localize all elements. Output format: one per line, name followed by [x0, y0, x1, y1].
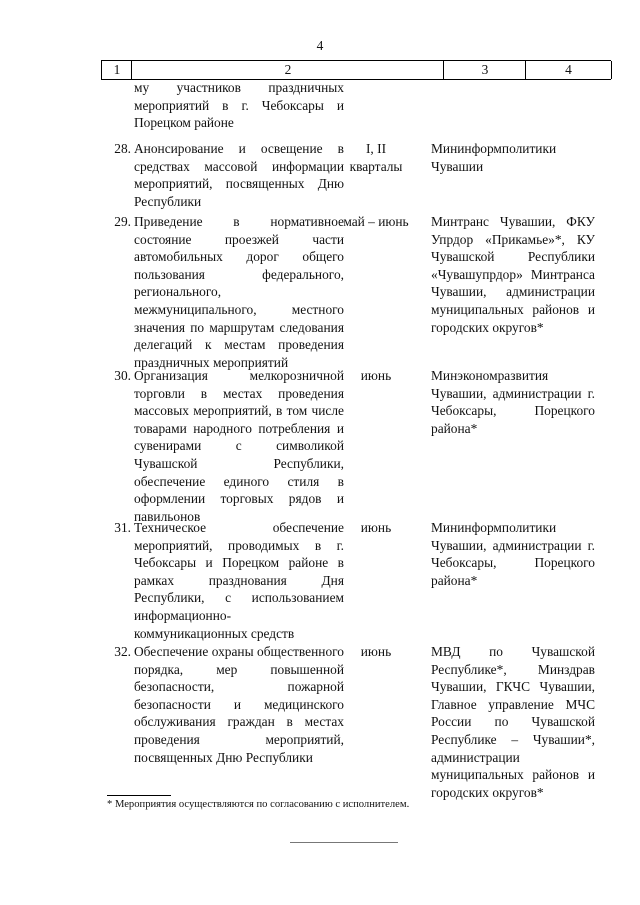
row-executor: МВД по Чувашской Республике*, Минздрав Чувашии, ГКЧС Чувашии, Главное управление МЧС России по Чувашской Республике – Чувашии*, администрации муниципальных районов и городских округов*	[431, 644, 595, 800]
header-col-1: 1	[101, 61, 132, 79]
row-executor: Мининформполитики Чувашии, администрации г. Чебоксары, Порецкого района*	[431, 520, 595, 588]
row-name: Техническое обеспечение мероприятий, проводимых в г. Чебоксары и Порецком районе в рамках празднования Дня Республики, с использованием информационно-коммуникационных средств	[134, 520, 344, 641]
header-col-3: 3	[443, 61, 526, 79]
row-term: июнь	[360, 520, 392, 535]
row-name: Организация мелкорозничной торговли в местах проведения массовых мероприятий, в том числе товарами народного потребления и сувенирами с символикой Чувашской Республики, обеспечение единого стиля в оформлении торговых рядов и павильонов	[134, 368, 344, 524]
row-number: 30.	[114, 368, 131, 383]
row-number: 31.	[114, 520, 131, 535]
row-term: I, II кварталы	[349, 141, 403, 174]
row-term: июнь	[360, 644, 392, 659]
row-name: му участников праздничных мероприятий в г. Чебоксары и Порецком районе	[134, 80, 344, 131]
row-term: июнь	[360, 368, 392, 383]
footnote: * Мероприятия осуществляются по согласованию с исполнителем.	[107, 799, 410, 810]
row-number: 29.	[114, 214, 131, 229]
header-col-4: 4	[525, 61, 612, 79]
row-number: 32.	[114, 644, 131, 659]
table-header	[101, 60, 611, 80]
header-col-2: 2	[131, 61, 444, 79]
row-term: май – июнь	[343, 214, 409, 229]
row-executor: Мининформполитики Чувашии	[431, 141, 557, 174]
page-bottom-rule	[290, 842, 398, 843]
row-number: 28.	[114, 141, 131, 156]
footnote-divider	[107, 795, 171, 796]
row-name: Приведение в нормативное состояние проезжей части автомобильных дорог общего пользования федерального, регионального, межмуниципального, местного значения по маршрутам следования делегаций к местам проведения праздничных мероприятий	[134, 214, 344, 370]
row-executor: Минтранс Чувашии, ФКУ Упрдор «Прикамье»*, КУ Чувашской Республики «Чувашупрдор» Минтранса Чувашии, администрации муниципальных районов и городских округов*	[431, 214, 595, 335]
row-name: Анонсирование и освещение в средствах массовой информации мероприятий, посвященных Дню Республики	[134, 141, 344, 209]
page-number: 4	[316, 38, 324, 53]
row-executor: Минэкономразвития Чувашии, администрации г. Чебоксары, Порецкого района*	[431, 368, 595, 436]
row-name: Обеспечение охраны общественного порядка, мер повышенной безопасности, пожарной безопасности и медицинского обслуживания граждан в местах проведения мероприятий, посвященных Дню Республики	[134, 644, 344, 765]
